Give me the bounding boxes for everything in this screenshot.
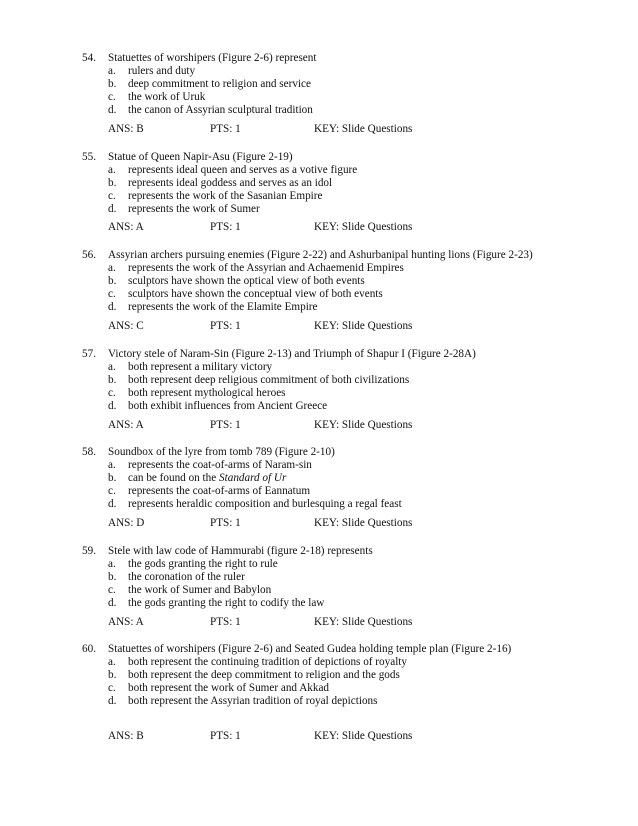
answer-label: ANS: B [108, 730, 144, 742]
question-stem: Stele with law code of Hammurabi (figure 2-18) represents [108, 545, 373, 557]
option-text: the work of Uruk [128, 91, 206, 103]
options-list [108, 558, 562, 610]
option-text: represents heraldic composition and burlesquing a regal feast [128, 498, 402, 510]
option-text-plain: can be found on the [128, 472, 220, 484]
points-label: PTS: 1 [210, 221, 241, 233]
option-letter: b. [108, 177, 117, 189]
option-letter: d. [108, 498, 117, 510]
option-b [108, 472, 562, 485]
option-text: the canon of Assyrian sculptural tradition [128, 104, 313, 116]
question-number: 58. [82, 446, 96, 458]
option-text: deep commitment to religion and service [128, 78, 311, 90]
option-b [108, 177, 562, 190]
key-label: KEY: Slide Questions [314, 419, 413, 431]
options-list [108, 65, 562, 117]
option-text: both exhibit influences from Ancient Greece [128, 400, 328, 412]
option-letter: c. [108, 682, 116, 694]
option-text: both represent deep religious commitment of both civilizations [128, 374, 410, 386]
answer-row-57 [108, 419, 558, 432]
option-a [108, 361, 562, 374]
question-number: 57. [82, 348, 96, 360]
key-label: KEY: Slide Questions [314, 123, 413, 135]
answer-label: ANS: D [108, 517, 145, 529]
option-text: both represent a military victory [128, 361, 273, 373]
answer-label: ANS: C [108, 320, 144, 332]
question-number: 59. [82, 545, 96, 557]
answer-label: ANS: A [108, 419, 144, 431]
option-letter: a. [108, 361, 116, 373]
answer-label: ANS: B [108, 123, 144, 135]
answer-row-56 [108, 320, 558, 333]
option-letter: d. [108, 597, 117, 609]
option-c [108, 485, 562, 498]
answer-row-59 [108, 616, 558, 629]
option-text: represents the work of the Sasanian Empire [128, 190, 323, 202]
option-text: sculptors have shown the optical view of both events [128, 275, 365, 287]
option-d [108, 203, 562, 216]
option-d [108, 301, 562, 314]
question-stem-row [82, 446, 562, 459]
question-60 [82, 643, 562, 708]
answer-label: ANS: A [108, 221, 144, 233]
options-list [108, 361, 562, 413]
option-text: sculptors have shown the conceptual view of both events [128, 288, 383, 300]
question-stem: Assyrian archers pursuing enemies (Figure 2-22) and Ashurbanipal hunting lions (Figure 2-23) [108, 249, 533, 261]
option-letter: b. [108, 78, 117, 90]
answer-row-55 [108, 221, 558, 234]
question-number: 60. [82, 643, 96, 655]
answer-row-54 [108, 123, 558, 136]
option-letter: b. [108, 472, 117, 484]
option-c [108, 682, 562, 695]
option-letter: c. [108, 190, 116, 202]
points-label: PTS: 1 [210, 123, 241, 135]
question-57 [82, 348, 562, 413]
question-number: 54. [82, 52, 96, 64]
option-text [128, 472, 286, 485]
option-d [108, 498, 562, 511]
option-letter: a. [108, 558, 116, 570]
option-letter: c. [108, 387, 116, 399]
option-b [108, 571, 562, 584]
option-b [108, 78, 562, 91]
option-letter: a. [108, 656, 116, 668]
question-stem-row [82, 545, 562, 558]
options-list [108, 459, 562, 511]
option-text: both represent the continuing tradition of depictions of royalty [128, 656, 407, 668]
option-b [108, 374, 562, 387]
key-label: KEY: Slide Questions [314, 517, 413, 529]
option-text: both represent mythological heroes [128, 387, 286, 399]
question-stem: Statue of Queen Napir-Asu (Figure 2-19) [108, 151, 293, 163]
option-a [108, 164, 562, 177]
question-59 [82, 545, 562, 610]
option-letter: b. [108, 275, 117, 287]
question-number: 55. [82, 151, 96, 163]
key-label: KEY: Slide Questions [314, 221, 413, 233]
option-a [108, 65, 562, 78]
option-d [108, 597, 562, 610]
option-text: represents the coat-of-arms of Eannatum [128, 485, 311, 497]
option-text: both represent the work of Sumer and Akkad [128, 682, 330, 694]
option-letter: d. [108, 203, 117, 215]
option-d [108, 695, 562, 708]
answer-row-60 [108, 730, 558, 743]
points-label: PTS: 1 [210, 419, 241, 431]
question-54 [82, 52, 562, 117]
question-stem-row [82, 643, 562, 656]
option-d [108, 104, 562, 117]
option-text: both represent the Assyrian tradition of royal depictions [128, 695, 378, 707]
option-text: represents the work of the Assyrian and Achaemenid Empires [128, 262, 404, 274]
option-text-italic: Standard of Ur [219, 472, 287, 484]
option-text: represents ideal goddess and serves as an idol [128, 177, 333, 189]
option-b [108, 669, 562, 682]
key-label: KEY: Slide Questions [314, 616, 413, 628]
option-letter: c. [108, 288, 116, 300]
option-text: represents the work of Sumer [128, 203, 260, 215]
option-text: the coronation of the ruler [128, 571, 245, 583]
question-stem: Statuettes of worshipers (Figure 2-6) represent [108, 52, 317, 64]
option-letter: a. [108, 164, 116, 176]
options-list [108, 656, 562, 708]
option-letter: b. [108, 669, 117, 681]
points-label: PTS: 1 [210, 730, 241, 742]
option-letter: a. [108, 459, 116, 471]
question-stem-row [82, 151, 562, 164]
option-letter: c. [108, 485, 116, 497]
option-a [108, 262, 562, 275]
options-list [108, 262, 562, 314]
option-text: the work of Sumer and Babylon [128, 584, 272, 596]
option-text: the gods granting the right to codify the law [128, 597, 325, 609]
key-label: KEY: Slide Questions [314, 320, 413, 332]
answer-label: ANS: A [108, 616, 144, 628]
points-label: PTS: 1 [210, 320, 241, 332]
option-text: the gods granting the right to rule [128, 558, 278, 570]
option-letter: d. [108, 695, 117, 707]
option-d [108, 400, 562, 413]
option-c [108, 584, 562, 597]
points-label: PTS: 1 [210, 616, 241, 628]
option-a [108, 558, 562, 571]
option-letter: b. [108, 571, 117, 583]
question-stem-row [82, 348, 562, 361]
option-letter: a. [108, 262, 116, 274]
option-a [108, 459, 562, 472]
option-text: both represent the deep commitment to religion and the gods [128, 669, 400, 681]
option-text: represents ideal queen and serves as a votive figure [128, 164, 358, 176]
question-58 [82, 446, 562, 511]
option-c [108, 288, 562, 301]
question-stem: Statuettes of worshipers (Figure 2-6) and Seated Gudea holding temple plan (Figure 2-16) [108, 643, 512, 655]
option-text: rulers and duty [128, 65, 196, 77]
option-c [108, 387, 562, 400]
key-label: KEY: Slide Questions [314, 730, 413, 742]
option-text: represents the coat-of-arms of Naram-sin [128, 459, 312, 471]
question-stem: Victory stele of Naram-Sin (Figure 2-13) and Triumph of Shapur I (Figure 2-28A) [108, 348, 476, 360]
option-c [108, 190, 562, 203]
option-letter: c. [108, 91, 116, 103]
option-letter: a. [108, 65, 116, 77]
points-label: PTS: 1 [210, 517, 241, 529]
question-56 [82, 249, 562, 314]
option-letter: d. [108, 301, 117, 313]
question-55 [82, 151, 562, 216]
options-list [108, 164, 562, 216]
option-text: represents the work of the Elamite Empire [128, 301, 318, 313]
question-stem: Soundbox of the lyre from tomb 789 (Figure 2-10) [108, 446, 335, 458]
question-stem-row [82, 52, 562, 65]
option-letter: c. [108, 584, 116, 596]
answer-row-58 [108, 517, 558, 530]
option-c [108, 91, 562, 104]
option-letter: d. [108, 104, 117, 116]
option-a [108, 656, 562, 669]
option-b [108, 275, 562, 288]
question-number: 56. [82, 249, 96, 261]
option-letter: b. [108, 374, 117, 386]
option-letter: d. [108, 400, 117, 412]
question-stem-row [82, 249, 562, 262]
